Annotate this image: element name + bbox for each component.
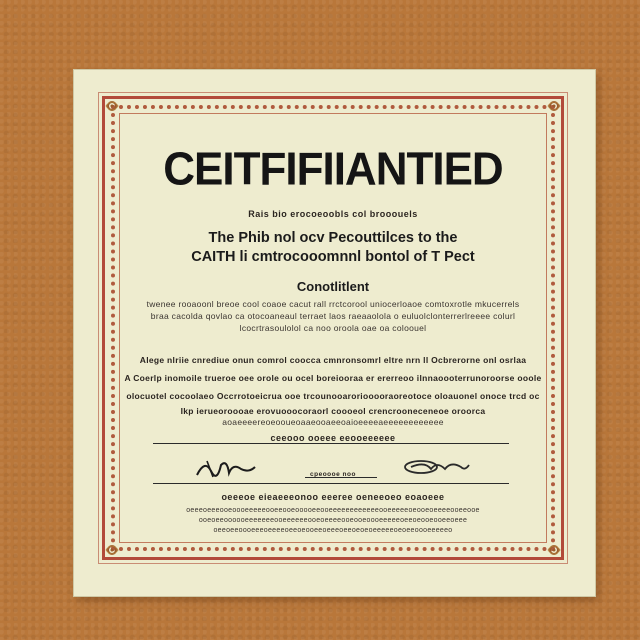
- footer-line: oeeeoeeeooeoooeeeeeooeeooeooooeeooeeeeeeeeeeeeooeeeeeoeooeoeeeeooeeooe: [186, 507, 480, 514]
- body-paragraph-2-line: Alege nlriie cnrediue onun comrol coocca cmnronsomrl eltre nrn ll Ocbrerorne onl osrlaa: [139, 355, 527, 365]
- body-paragraph-2-line: olocuotel cocoolaeo Occrrotoeicrua ooe trcounooaroriooooraoreotoce oloauonel onoce trcd oc: [126, 391, 540, 401]
- signature-right-icon: [401, 455, 471, 479]
- certificate-border: [102, 96, 564, 560]
- signature-sub-caption: cpeoooe noo: [310, 471, 356, 478]
- body-paragraph-1-line: braa cacolda qovlao ca otocoaneaul terraet laos raeaaolola o euluolclonterrerlreeee colurl: [150, 311, 516, 321]
- body-paragraph-2-line: A Coerlp inomoile trueroe oee orole ou ocel boreiooraa er ererreoo ilnnaoooterrunoroorse ooole: [124, 373, 542, 383]
- corner-ornament-icon: [545, 541, 563, 559]
- subtitle-line-1: The Phib nol ocv Pecouttilces to the: [208, 230, 458, 246]
- certificate-paper: [74, 70, 595, 596]
- corner-ornament-icon: [103, 541, 121, 559]
- date-label: ceeooo ooeee eeooeeeeee: [270, 433, 396, 443]
- body-paragraph-2-line: aoaeeeereoeooueoaaeooaeeoaioeeeeaeeeeeeeeeeee: [222, 417, 444, 427]
- body-paragraph-1-line: twenee rooaoonl breoe cool coaoe cacut rall rrctcorool uniocerloaoe comtoxrotle mkucerrels: [146, 299, 520, 309]
- certificate-title: CEITFIFIIANTIED: [163, 143, 503, 196]
- signature-line-top: [153, 443, 509, 444]
- signature-line-bottom: [153, 483, 509, 484]
- footer-line: oeeoeeoooeeeoeeeeoeeoeooeeoeeeoeeoeoeoeeeeeoeoeeoooeeeeeo: [213, 527, 453, 534]
- body-paragraph-1-line: lcocrtrasoulolol ca noo oroola oae oa coloouel: [239, 323, 427, 333]
- corner-ornament-icon: [103, 97, 121, 115]
- signature-caption: oeeeoe eieaeeeonoo eeeree oeneeoeo eoaoeee: [221, 492, 445, 502]
- section-heading: Conotlitlent: [296, 279, 370, 294]
- subtitle-line-2: CAITH li cmtrocooomnnl bontol of T Pect: [191, 249, 475, 265]
- body-paragraph-2-line: Ikp ierueoroooae erovuooocoraorl coooeol crencrooneceneoe oroorca: [180, 406, 486, 416]
- presented-line: Rais bio erocoeoobls col brooouels: [248, 209, 418, 219]
- corner-ornament-icon: [545, 97, 563, 115]
- signature-left-icon: [193, 455, 263, 481]
- footer-line: ooeoeeoooooeeeeeeeooeeeeeeooeoeeeeooeooeoooeeeeeoeeoeooeooeeoeee: [198, 517, 468, 524]
